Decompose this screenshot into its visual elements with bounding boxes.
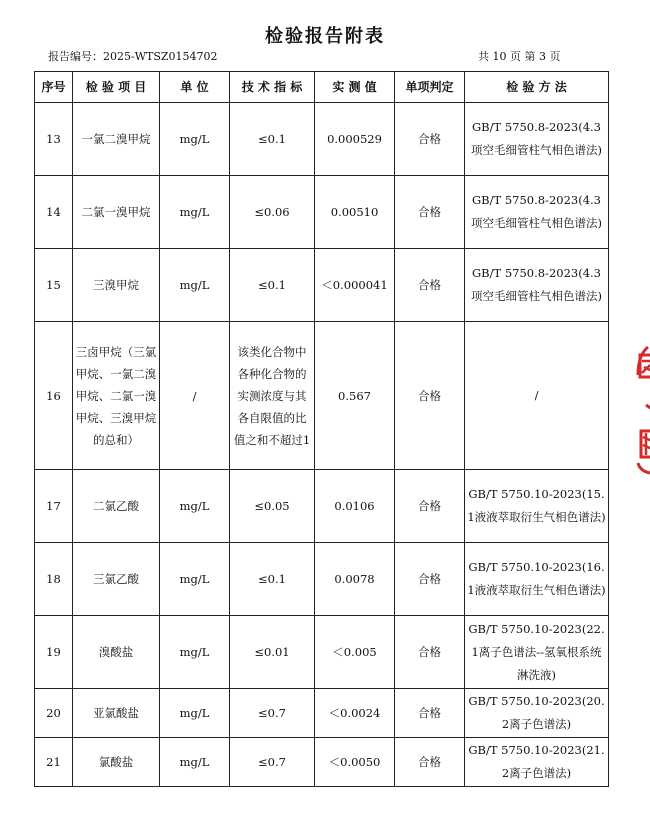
header-no: 序号 bbox=[35, 72, 73, 103]
cell-method: GB/T 5750.10-2023(21.2离子色谱法) bbox=[465, 738, 609, 787]
cell-no: 18 bbox=[35, 543, 73, 616]
cell-no: 19 bbox=[35, 616, 73, 689]
header-spec: 技 术 指 标 bbox=[230, 72, 315, 103]
cell-spec: ≤0.06 bbox=[230, 176, 315, 249]
cell-result: 合格 bbox=[395, 470, 465, 543]
cell-spec: ≤0.05 bbox=[230, 470, 315, 543]
header-value: 实 测 值 bbox=[315, 72, 395, 103]
cell-unit: mg/L bbox=[160, 616, 230, 689]
cell-value: 0.0106 bbox=[315, 470, 395, 543]
cell-spec: ≤0.1 bbox=[230, 543, 315, 616]
cell-value: 0.00510 bbox=[315, 176, 395, 249]
cell-item: 氯酸盐 bbox=[73, 738, 160, 787]
table-row bbox=[35, 103, 609, 176]
cell-no: 13 bbox=[35, 103, 73, 176]
cell-no: 20 bbox=[35, 689, 73, 738]
cell-spec: ≤0.7 bbox=[230, 738, 315, 787]
table-row bbox=[35, 616, 609, 689]
cell-method: GB/T 5750.10-2023(16.1液液萃取衍生气相色谱法) bbox=[465, 543, 609, 616]
cell-value: 0.567 bbox=[315, 322, 395, 470]
table-row bbox=[35, 689, 609, 738]
cell-item: 三溴甲烷 bbox=[73, 249, 160, 322]
cell-no: 17 bbox=[35, 470, 73, 543]
cell-unit: mg/L bbox=[160, 249, 230, 322]
header-result: 单项判定 bbox=[395, 72, 465, 103]
cell-spec: ≤0.01 bbox=[230, 616, 315, 689]
inspection-table bbox=[34, 71, 609, 787]
cell-unit: mg/L bbox=[160, 738, 230, 787]
cell-unit: mg/L bbox=[160, 689, 230, 738]
cell-value: ＜0.000041 bbox=[315, 249, 395, 322]
cell-method: GB/T 5750.8-2023(4.3项空毛细管柱气相色谱法) bbox=[465, 249, 609, 322]
cell-unit: / bbox=[160, 322, 230, 470]
header-unit: 单 位 bbox=[160, 72, 230, 103]
cell-item: 二氯乙酸 bbox=[73, 470, 160, 543]
cell-result: 合格 bbox=[395, 689, 465, 738]
header-item: 检 验 项 目 bbox=[73, 72, 160, 103]
cell-result: 合格 bbox=[395, 322, 465, 470]
header-method: 检 验 方 法 bbox=[465, 72, 609, 103]
table-row bbox=[35, 322, 609, 470]
cell-method: GB/T 5750.10-2023(15.1液液萃取衍生气相色谱法) bbox=[465, 470, 609, 543]
cell-item: 亚氯酸盐 bbox=[73, 689, 160, 738]
cell-method: GB/T 5750.10-2023(22.1离子色谱法--氢氧根系统淋洗液) bbox=[465, 616, 609, 689]
cell-item: 一氯二溴甲烷 bbox=[73, 103, 160, 176]
table-header-row bbox=[35, 72, 609, 103]
cell-method: GB/T 5750.8-2023(4.3项空毛细管柱气相色谱法) bbox=[465, 103, 609, 176]
cell-result: 合格 bbox=[395, 176, 465, 249]
cell-spec: ≤0.7 bbox=[230, 689, 315, 738]
page-info: 共 10 页 第 3 页 bbox=[478, 50, 561, 63]
cell-result: 合格 bbox=[395, 249, 465, 322]
cell-item: 二氯一溴甲烷 bbox=[73, 176, 160, 249]
cell-result: 合格 bbox=[395, 103, 465, 176]
table-row bbox=[35, 470, 609, 543]
cell-no: 16 bbox=[35, 322, 73, 470]
table-row bbox=[35, 176, 609, 249]
stamp-seal-icon bbox=[630, 345, 650, 475]
cell-spec: ≤0.1 bbox=[230, 103, 315, 176]
cell-result: 合格 bbox=[395, 616, 465, 689]
cell-no: 15 bbox=[35, 249, 73, 322]
cell-spec: 该类化合物中各种化合物的实测浓度与其各自限值的比值之和不超过1 bbox=[230, 322, 315, 470]
cell-value: 0.0078 bbox=[315, 543, 395, 616]
cell-method: GB/T 5750.10-2023(20.2离子色谱法) bbox=[465, 689, 609, 738]
report-number: 报告编号：2025-WTSZ0154702 bbox=[48, 50, 218, 63]
table-row bbox=[35, 738, 609, 787]
cell-value: 0.000529 bbox=[315, 103, 395, 176]
cell-no: 14 bbox=[35, 176, 73, 249]
cell-item: 三氯乙酸 bbox=[73, 543, 160, 616]
cell-unit: mg/L bbox=[160, 176, 230, 249]
cell-spec: ≤0.1 bbox=[230, 249, 315, 322]
cell-unit: mg/L bbox=[160, 470, 230, 543]
cell-value: ＜0.0024 bbox=[315, 689, 395, 738]
cell-result: 合格 bbox=[395, 543, 465, 616]
cell-method: / bbox=[465, 322, 609, 470]
cell-value: ＜0.0050 bbox=[315, 738, 395, 787]
table-row bbox=[35, 249, 609, 322]
cell-item: 三卤甲烷（三氯甲烷、一氯二溴甲烷、二氯一溴甲烷、三溴甲烷的总和） bbox=[73, 322, 160, 470]
table-row bbox=[35, 543, 609, 616]
cell-unit: mg/L bbox=[160, 103, 230, 176]
cell-no: 21 bbox=[35, 738, 73, 787]
cell-unit: mg/L bbox=[160, 543, 230, 616]
cell-item: 溴酸盐 bbox=[73, 616, 160, 689]
page-title: 检验报告附表 bbox=[265, 26, 385, 47]
cell-method: GB/T 5750.8-2023(4.3项空毛细管柱气相色谱法) bbox=[465, 176, 609, 249]
cell-value: ＜0.005 bbox=[315, 616, 395, 689]
cell-result: 合格 bbox=[395, 738, 465, 787]
